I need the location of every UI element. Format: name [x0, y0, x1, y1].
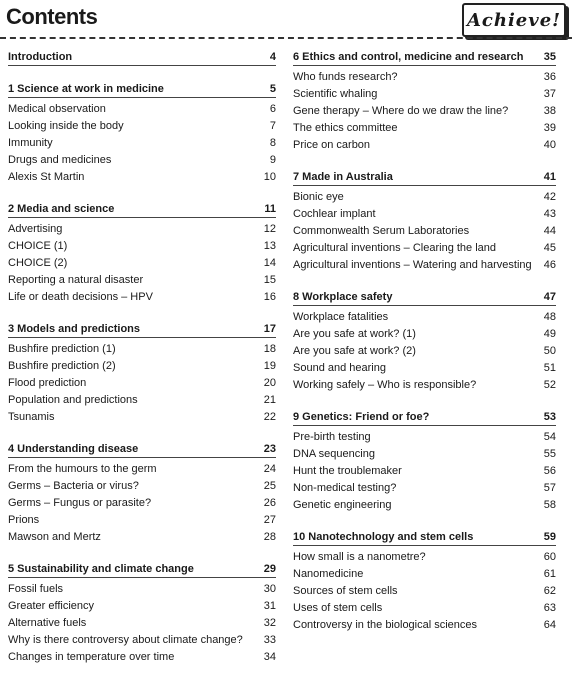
entry-title: Are you safe at work? (1) [293, 328, 416, 340]
contents-entry[interactable] [8, 101, 276, 118]
contents-section [8, 82, 276, 186]
contents-entry[interactable] [8, 598, 276, 615]
contents-entry[interactable] [8, 272, 276, 289]
entry-title: Changes in temperature over time [8, 651, 175, 663]
contents-entry[interactable] [293, 343, 556, 360]
contents-entry[interactable] [8, 495, 276, 512]
section-title: 1 Science at work in medicine [8, 83, 164, 95]
section-title: 2 Media and science [8, 203, 115, 215]
entry-page-number: 46 [543, 259, 556, 271]
entry-page-number: 19 [263, 360, 276, 372]
entry-title: Why is there controversy about climate change? [8, 634, 243, 646]
section-heading[interactable] [8, 82, 276, 98]
contents-entry[interactable] [8, 461, 276, 478]
section-page-number: 5 [269, 83, 276, 95]
contents-entry[interactable] [293, 480, 556, 497]
entry-title: Workplace fatalities [293, 311, 389, 323]
section-page-number: 23 [263, 443, 276, 455]
section-page-number: 17 [263, 323, 276, 335]
contents-entry[interactable] [8, 169, 276, 186]
section-heading[interactable] [293, 290, 556, 306]
contents-entry[interactable] [293, 446, 556, 463]
contents-entry[interactable] [293, 240, 556, 257]
section-title: 3 Models and predictions [8, 323, 141, 335]
entry-page-number: 56 [543, 465, 556, 477]
entry-title: DNA sequencing [293, 448, 375, 460]
entry-page-number: 30 [263, 583, 276, 595]
contents-entry[interactable] [293, 69, 556, 86]
section-heading[interactable] [8, 202, 276, 218]
entry-page-number: 49 [543, 328, 556, 340]
section-page-number: 41 [543, 171, 556, 183]
entry-title: Sound and hearing [293, 362, 386, 374]
entry-page-number: 26 [263, 497, 276, 509]
entry-title: Price on carbon [293, 139, 371, 151]
section-heading[interactable] [293, 410, 556, 426]
contents-entry[interactable] [293, 137, 556, 154]
entry-page-number: 50 [543, 345, 556, 357]
entry-title: Bushfire prediction (1) [8, 343, 116, 355]
contents-entry[interactable] [8, 375, 276, 392]
section-title: 10 Nanotechnology and stem cells [293, 531, 474, 543]
contents-entry[interactable] [8, 512, 276, 529]
entry-title: Mawson and Mertz [8, 531, 101, 543]
entry-title: Advertising [8, 223, 63, 235]
contents-entry[interactable] [8, 118, 276, 135]
entry-page-number: 40 [543, 139, 556, 151]
entry-page-number: 51 [543, 362, 556, 374]
entry-title: Germs – Fungus or parasite? [8, 497, 152, 509]
contents-entry[interactable] [8, 152, 276, 169]
contents-entry[interactable] [8, 632, 276, 649]
entry-title: Agricultural inventions – Watering and harvesting [293, 259, 532, 271]
entry-page-number: 31 [263, 600, 276, 612]
entry-title: Non-medical testing? [293, 482, 397, 494]
entry-page-number: 55 [543, 448, 556, 460]
entry-page-number: 18 [263, 343, 276, 355]
entry-title: Cochlear implant [293, 208, 376, 220]
section-heading[interactable] [293, 170, 556, 186]
contents-section [293, 170, 556, 274]
contents-section [293, 530, 556, 634]
contents-entry[interactable] [8, 255, 276, 272]
contents-section [293, 50, 556, 154]
section-page-number: 35 [543, 51, 556, 63]
entry-page-number: 57 [543, 482, 556, 494]
entry-title: Medical observation [8, 103, 106, 115]
entry-page-number: 62 [543, 585, 556, 597]
page-title: Contents [6, 4, 98, 29]
entry-title: Hunt the troublemaker [293, 465, 402, 477]
contents-entry[interactable] [293, 103, 556, 120]
contents-entry[interactable] [293, 189, 556, 206]
entry-title: Commonwealth Serum Laboratories [293, 225, 470, 237]
entry-page-number: 61 [543, 568, 556, 580]
entry-page-number: 32 [263, 617, 276, 629]
section-page-number: 11 [264, 203, 276, 215]
contents-section [293, 410, 556, 514]
entry-title: Flood prediction [8, 377, 87, 389]
entry-title: Working safely – Who is responsible? [293, 379, 477, 391]
entry-title: Tsunamis [8, 411, 55, 423]
section-heading[interactable] [293, 50, 556, 66]
entry-page-number: 22 [263, 411, 276, 423]
contents-entry[interactable] [293, 360, 556, 377]
entry-title: Who funds research? [293, 71, 398, 83]
section-page-number: 29 [263, 563, 276, 575]
achieve-badge: Achieve! [462, 3, 566, 37]
contents-section [8, 322, 276, 426]
entry-title: From the humours to the germ [8, 463, 157, 475]
entry-page-number: 12 [263, 223, 276, 235]
entry-page-number: 52 [543, 379, 556, 391]
entry-title: Looking inside the body [8, 120, 124, 132]
section-title: 6 Ethics and control, medicine and research [293, 51, 524, 63]
section-title: 5 Sustainability and climate change [8, 563, 194, 575]
entry-title: Gene therapy – Where do we draw the line? [293, 105, 509, 117]
section-page-number: 47 [543, 291, 556, 303]
contents-entry[interactable] [293, 463, 556, 480]
entry-title: Agricultural inventions – Clearing the land [293, 242, 497, 254]
contents-entry[interactable] [8, 649, 276, 666]
entry-title: Population and predictions [8, 394, 138, 406]
entry-page-number: 16 [263, 291, 276, 303]
section-title: 9 Genetics: Friend or foe? [293, 411, 430, 423]
contents-entry[interactable] [8, 238, 276, 255]
entry-title: Sources of stem cells [293, 585, 398, 597]
section-heading[interactable] [8, 562, 276, 578]
contents-entry[interactable] [293, 600, 556, 617]
section-title: Introduction [8, 51, 73, 63]
contents-section [293, 290, 556, 394]
contents-entry[interactable] [293, 206, 556, 223]
contents-section [8, 442, 276, 546]
contents-entry[interactable] [8, 409, 276, 426]
entry-page-number: 43 [543, 208, 556, 220]
contents-column-left [8, 50, 276, 682]
section-title: 4 Understanding disease [8, 443, 139, 455]
entry-page-number: 6 [269, 103, 276, 115]
entry-title: Bionic eye [293, 191, 344, 203]
entry-title: Life or death decisions – HPV [8, 291, 153, 303]
entry-page-number: 9 [269, 154, 276, 166]
contents-section [8, 562, 276, 666]
section-title: 8 Workplace safety [293, 291, 393, 303]
entry-page-number: 39 [543, 122, 556, 134]
entry-title: CHOICE (1) [8, 240, 68, 252]
entry-page-number: 45 [543, 242, 556, 254]
section-title: 7 Made in Australia [293, 171, 393, 183]
entry-page-number: 38 [543, 105, 556, 117]
entry-page-number: 13 [263, 240, 276, 252]
entry-page-number: 37 [543, 88, 556, 100]
entry-page-number: 34 [263, 651, 276, 663]
entry-title: Fossil fuels [8, 583, 64, 595]
contents-entry[interactable] [293, 120, 556, 137]
entry-title: Scientific whaling [293, 88, 378, 100]
entry-title: Immunity [8, 137, 53, 149]
entry-page-number: 48 [543, 311, 556, 323]
entry-page-number: 44 [543, 225, 556, 237]
contents-entry[interactable] [293, 497, 556, 514]
entry-title: CHOICE (2) [8, 257, 68, 269]
contents-entry[interactable] [8, 615, 276, 632]
section-heading[interactable] [8, 442, 276, 458]
entry-title: Alexis St Martin [8, 171, 85, 183]
entry-page-number: 64 [543, 619, 556, 631]
contents-entry[interactable] [293, 257, 556, 274]
contents-entry[interactable] [8, 289, 276, 306]
entry-page-number: 54 [543, 431, 556, 443]
contents-entry[interactable] [8, 478, 276, 495]
contents-entry[interactable] [293, 549, 556, 566]
entry-title: Germs – Bacteria or virus? [8, 480, 139, 492]
entry-title: How small is a nanometre? [293, 551, 426, 563]
contents-entry[interactable] [293, 566, 556, 583]
entry-page-number: 42 [543, 191, 556, 203]
entry-page-number: 24 [263, 463, 276, 475]
contents-entry[interactable] [8, 358, 276, 375]
contents-entry[interactable] [8, 529, 276, 546]
section-page-number: 53 [543, 411, 556, 423]
entry-page-number: 63 [543, 602, 556, 614]
entry-title: Greater efficiency [8, 600, 95, 612]
entry-title: Bushfire prediction (2) [8, 360, 116, 372]
contents-column-right [293, 50, 556, 650]
entry-page-number: 14 [263, 257, 276, 269]
entry-page-number: 8 [269, 137, 276, 149]
entry-page-number: 15 [263, 274, 276, 286]
section-page-number: 4 [269, 51, 276, 63]
contents-section [8, 50, 276, 66]
section-heading[interactable] [8, 322, 276, 338]
entry-title: Are you safe at work? (2) [293, 345, 416, 357]
entry-page-number: 25 [263, 480, 276, 492]
entry-title: Drugs and medicines [8, 154, 112, 166]
entry-page-number: 28 [263, 531, 276, 543]
contents-entry[interactable] [8, 392, 276, 409]
contents-entry[interactable] [8, 341, 276, 358]
entry-title: Nanomedicine [293, 568, 364, 580]
contents-entry[interactable] [8, 135, 276, 152]
entry-title: Genetic engineering [293, 499, 392, 511]
entry-page-number: 27 [263, 514, 276, 526]
entry-title: Reporting a natural disaster [8, 274, 144, 286]
entry-title: Uses of stem cells [293, 602, 383, 614]
section-heading[interactable] [8, 50, 276, 66]
entry-page-number: 10 [263, 171, 276, 183]
contents-entry[interactable] [293, 377, 556, 394]
contents-entry[interactable] [293, 429, 556, 446]
entry-page-number: 60 [543, 551, 556, 563]
entry-title: Pre-birth testing [293, 431, 371, 443]
contents-entry[interactable] [8, 581, 276, 598]
contents-entry[interactable] [293, 223, 556, 240]
contents-entry[interactable] [293, 617, 556, 634]
entry-page-number: 33 [263, 634, 276, 646]
entry-title: Alternative fuels [8, 617, 87, 629]
entry-page-number: 58 [543, 499, 556, 511]
contents-entry[interactable] [293, 86, 556, 103]
entry-page-number: 20 [263, 377, 276, 389]
contents-entry[interactable] [293, 326, 556, 343]
contents-section [8, 202, 276, 306]
entry-title: The ethics committee [293, 122, 398, 134]
section-page-number: 59 [543, 531, 556, 543]
entry-page-number: 36 [543, 71, 556, 83]
contents-entry[interactable] [293, 309, 556, 326]
contents-entry[interactable] [8, 221, 276, 238]
entry-page-number: 7 [269, 120, 276, 132]
section-heading[interactable] [293, 530, 556, 546]
dashed-divider [0, 37, 572, 39]
contents-entry[interactable] [293, 583, 556, 600]
entry-title: Controversy in the biological sciences [293, 619, 478, 631]
entry-page-number: 21 [263, 394, 276, 406]
entry-title: Prions [8, 514, 40, 526]
